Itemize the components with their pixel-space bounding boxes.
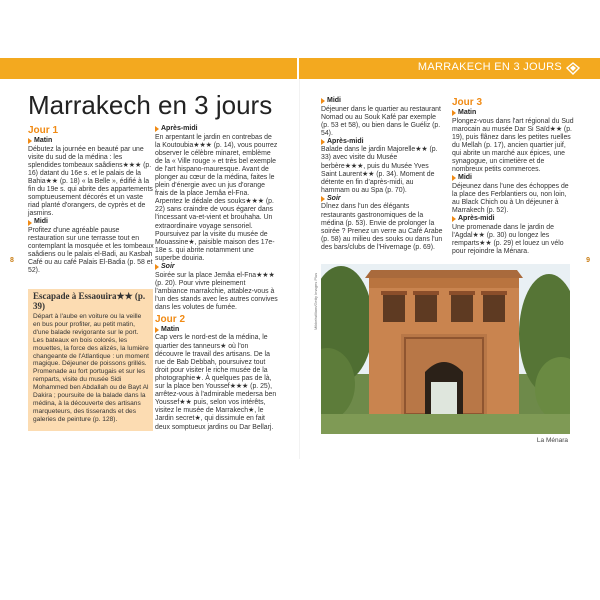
page-fold [299, 79, 300, 459]
slot-label: Après-midi [327, 137, 364, 145]
day-heading: Jour 2 [155, 313, 186, 325]
column-day2-cont [321, 97, 443, 252]
escapade-title: Escapade à Essaouira★★ (p. 39) [33, 291, 146, 311]
slot-label: Soir [327, 194, 341, 202]
triangle-icon [452, 110, 456, 116]
slot-label: Soir [161, 263, 175, 270]
slot-heading [452, 109, 574, 118]
slot-heading [155, 326, 278, 335]
header-title: MARRAKECH EN 3 JOURS [417, 61, 562, 73]
slot-label: Après-midi [161, 125, 198, 132]
slot-label: Après-midi [458, 215, 495, 223]
triangle-icon [155, 264, 159, 270]
slot-heading [452, 174, 574, 183]
triangle-icon [321, 196, 325, 202]
paragraph: Une promenade dans le jardin de l'Agdal★★ (p. 30) ou longez les remparts★★ (p. 29) et louez un vélo pour rejoindre la Ménara. [452, 223, 564, 255]
paragraph: Déjeuner dans le quartier au restaurant Nomad ou au Souk Kafé par exemple (p. 53 et 58), ou bien dans le Guéliz (p. 54). [321, 105, 441, 137]
triangle-icon [452, 175, 456, 181]
menara-illustration [321, 264, 570, 434]
paragraph: Débutez la journée en beauté par une visite du sud de la médina : les splendides tombeaux saâdiens★★★ (p. 16) datant du 16e s. et le palais de la Bahia★★ (p. 18) « la Belle », édifié à la fin du 19e s. qui abrite des appartements somptueusement décorés et un vaste riad planté d'orangers, de cyprès et de jasmins. [28, 145, 153, 218]
triangle-icon [321, 139, 325, 145]
paragraph: Soirée sur la place Jemâa el-Fna★★★ (p. 20). Pour vivre pleinement l'ambiance marrakchie, attablez-vous à l'un des stands avec les autres convives dans les volutes de fumée. [155, 271, 278, 311]
slot-heading [28, 218, 155, 227]
triangle-icon [28, 220, 32, 226]
column-day1 [28, 125, 155, 275]
page-number-right: 9 [586, 257, 590, 264]
slot-heading [321, 195, 443, 204]
slot-heading [155, 125, 278, 134]
slot-heading [452, 215, 574, 224]
column-day3 [452, 97, 574, 256]
paragraph: Plongez-vous dans l'art régional du Sud marocain au musée Dar Si Saïd★★ (p. 19), puis flânez dans les petites ruelles du Mellah (p. 17), ancien quartier juif, qui abrite un marché aux épices, une synagogue, un cimetière et de nombreux petits commerces. [452, 117, 574, 174]
column-day1-day2 [155, 125, 278, 432]
triangle-icon [452, 216, 456, 222]
page-gutter [297, 58, 299, 79]
menara-photo [321, 264, 570, 434]
logo-icon [566, 62, 580, 75]
photo-caption: La Ménara [536, 437, 568, 444]
paragraph: Profitez d'une agréable pause restauration sur une terrasse tout en contemplant la mosquée et les tombeaux saâdiens ou le palais el-Badi, au Kasbah Café ou au café Palais El-Badia (p. 58 et 52). [28, 226, 154, 275]
triangle-icon [155, 126, 159, 132]
slot-heading [155, 263, 278, 272]
slot-label: Matin [161, 325, 180, 333]
paragraph: Balade dans le jardin Majorelle★★ (p. 33) avec visite du Musée berbère★★★, puis du Musée Yves Saint Laurent★★ (p. 34). Moment de détente en fin d'après-midi, au hammam ou au Spa (p. 70). [321, 146, 438, 194]
escapade-text: Départ à l'aube en voiture ou la veille en bus pour profiter, au petit matin, d'une balade revigorante sur le port. Les bateaux en bois colorés, les mouettes, la force des alizés, la lumière changeante de l'Atlantique : un moment magique. Déjeuner de poissons grillés. Promenade au fort portugais et sur les remparts, visite du musée Sidi Mohammed ben Abdallah ou de Bayt Al Dakira ; poursuite de la balade dans la médina, à la découverte des artisans marqueteurs, des tisserands et des galeries de peinture (p. 128). [33, 313, 149, 423]
slot-heading [28, 137, 155, 146]
triangle-icon [28, 138, 32, 144]
paragraph: Déjeunez dans l'une des échoppes de la place des Ferblantiers ou, non loin, au Black Chich ou à Un déjeuner à Marrakech (p. 52). [452, 182, 569, 214]
triangle-icon [155, 327, 159, 333]
slot-label: Midi [327, 97, 341, 104]
slot-label: Midi [458, 174, 472, 182]
triangle-icon [321, 98, 325, 104]
page-title: Marrakech en 3 jours [28, 90, 273, 120]
slot-label: Midi [34, 218, 48, 226]
slot-label: Matin [458, 109, 477, 116]
slot-label: Matin [34, 137, 53, 144]
slot-heading [321, 97, 443, 106]
day-heading: Jour 1 [28, 125, 59, 136]
page-number-left: 8 [10, 257, 14, 264]
photo-credit: Mikkelwilliam/Getty Images Plus [313, 272, 318, 330]
paragraph: Cap vers le nord-est de la médina, le quartier des tanneurs★ où l'on découvre le travail des artisans. De la rue de Bab Debbah, poursuivez tout droit pour visiter le riche musée de la photographie★. À quelques pas de là, sur la place ben Youssef★★★ (p. 25), arrêtez-vous à l'admirable medersa ben Youssef★★ puis, selon vos intérêts, visitez le musée de Marrakech★, le Jardin secret★, qui dissimule en fait deux somptueux jardins ou Dar Bellarj. [155, 334, 277, 431]
paragraph: Dînez dans l'un des élégants restaurants gastronomiques de la médina (p. 53). Envie de prolonger la soirée ? Prenez un verre au Café Arabe (p. 58) au milieu des souks ou dans l'un des bars/clubs de l'Hivernage (p. 69). [321, 203, 443, 251]
paragraph: En arpentant le jardin en contrebas de la Koutoubia★★★ (p. 14), vous pourrez observer le célèbre minaret, emblème de la « Ville rouge » et très bel exemple de l'art hispano-mauresque. Avant de plonger au cœur de la médina, faites le plein d'énergie avec un jus d'orange frais de la place Jemâa el-Fna. Arpentez le dédale des souks★★★ (p. 22) sans craindre de vous égarer dans l'incessant va-et-vient et brouhaha. Un extraordinaire voyage sensoriel. Poursuivez par la visite du musée de Mouassine★, paisible maison des 17e-18e s. qui abrite notamment une superbe douiria. [155, 133, 278, 262]
day-heading: Jour 3 [452, 97, 483, 108]
